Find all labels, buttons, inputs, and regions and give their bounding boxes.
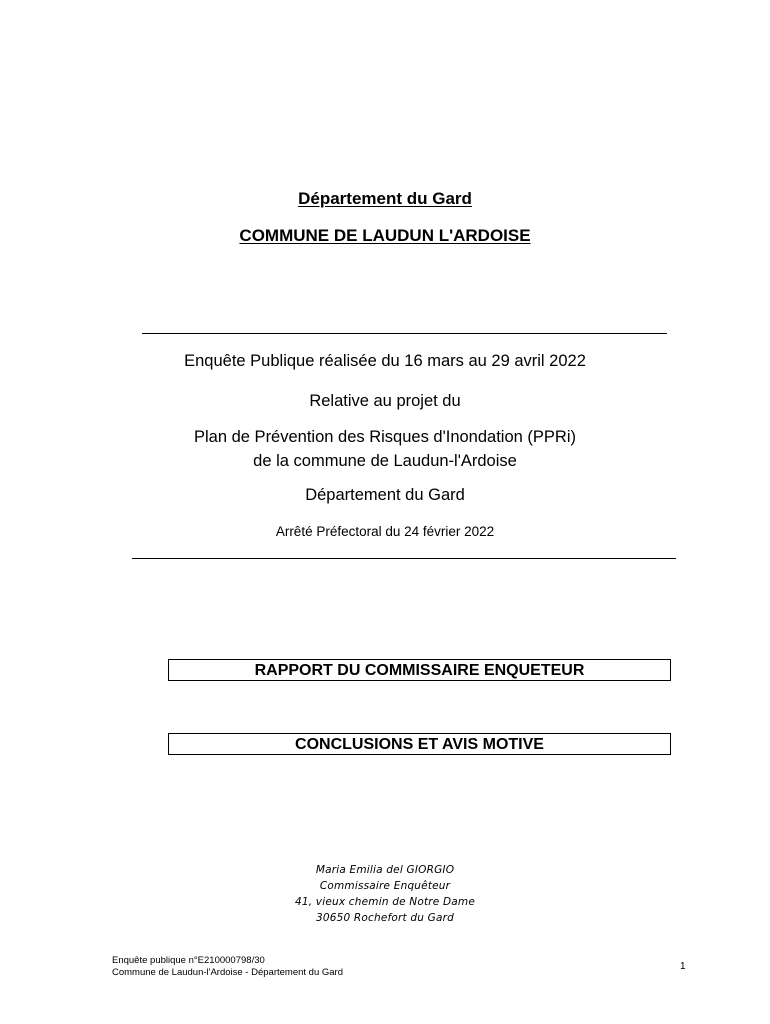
inquiry-relative: Relative au projet du xyxy=(309,392,461,410)
author-name: Maria Emilia del GIORGIO xyxy=(315,864,455,876)
bottom-divider xyxy=(132,558,676,559)
conclusions-box xyxy=(168,733,671,755)
top-divider xyxy=(142,333,667,334)
rapport-box xyxy=(168,659,671,681)
footer-reference: Enquête publique n°E210000798/30 xyxy=(112,955,265,966)
inquiry-dates: Enquête Publique réalisée du 16 mars au 29 avril 2022 xyxy=(184,352,586,370)
footer-commune: Commune de Laudun-l'Ardoise - Département du Gard xyxy=(112,967,343,978)
arrete-prefectoral: Arrêté Préfectoral du 24 février 2022 xyxy=(275,524,495,539)
author-role: Commissaire Enquêteur xyxy=(319,880,451,892)
inquiry-department: Département du Gard xyxy=(305,486,465,504)
plan-title-line2: de la commune de Laudun-l'Ardoise xyxy=(253,452,517,470)
department-heading: Département du Gard xyxy=(298,189,472,208)
author-address-line1: 41, vieux chemin de Notre Dame xyxy=(294,896,476,908)
rapport-title: RAPPORT DU COMMISSAIRE ENQUETEUR xyxy=(254,662,585,679)
commune-heading: COMMUNE DE LAUDUN L'ARDOISE xyxy=(239,226,531,245)
author-address-line2: 30650 Rochefort du Gard xyxy=(315,912,455,924)
plan-title-line1: Plan de Prévention des Risques d'Inondation (PPRi) xyxy=(194,428,576,446)
conclusions-title: CONCLUSIONS ET AVIS MOTIVE xyxy=(295,736,544,753)
page-number: 1 xyxy=(680,961,686,972)
